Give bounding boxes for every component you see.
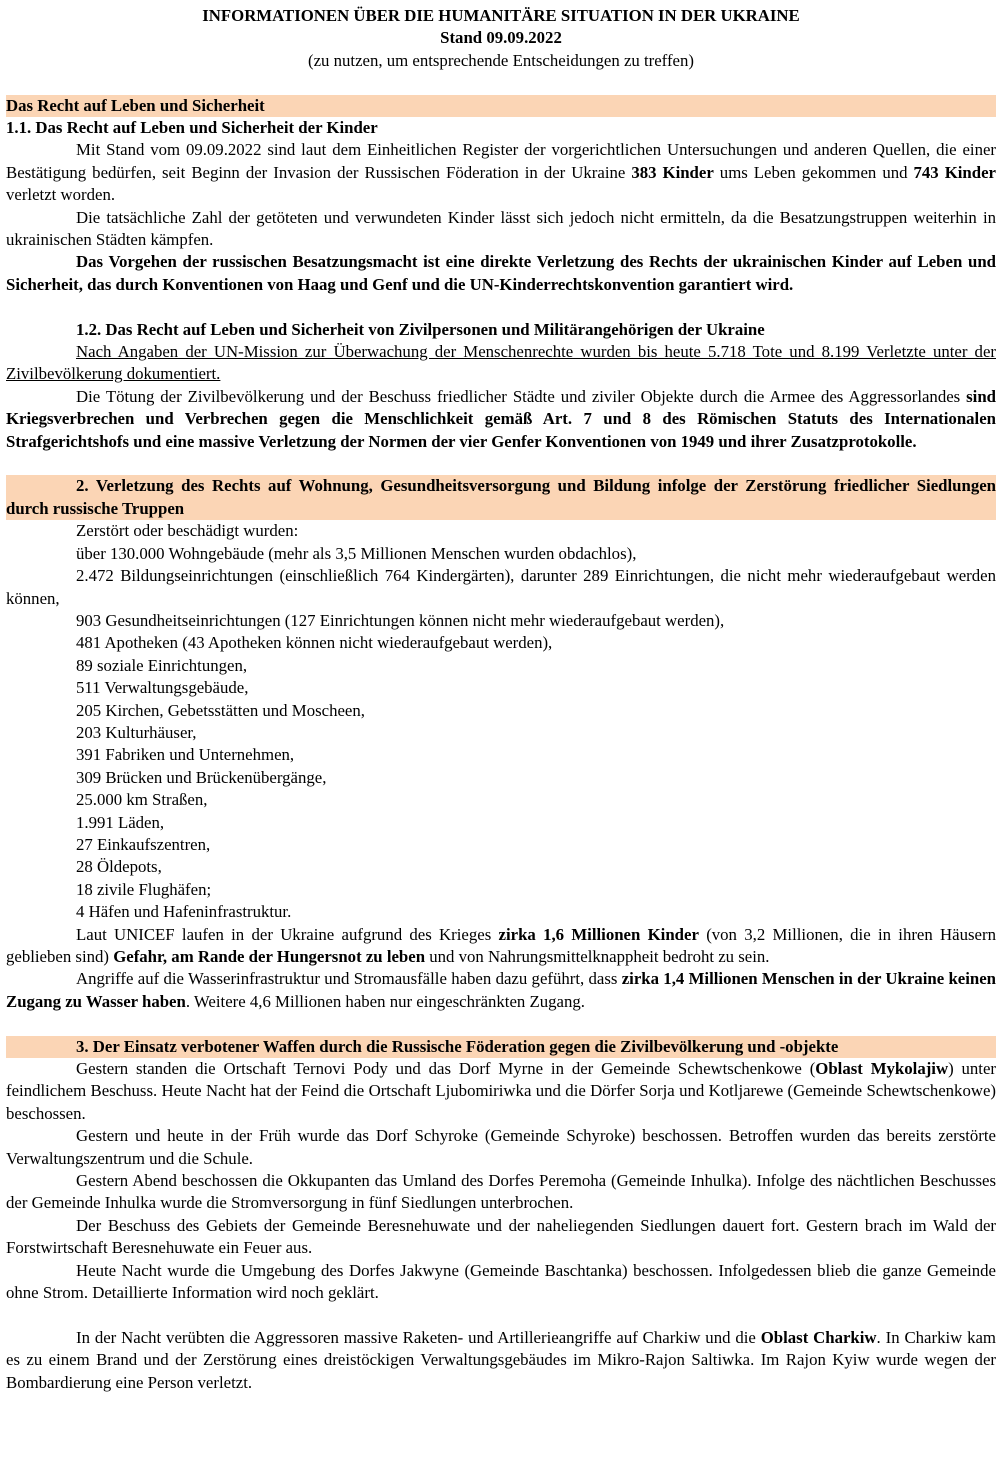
- blank-line: [6, 1013, 996, 1035]
- destroyed-item: 903 Gesundheitseinrichtungen (127 Einrichtungen können nicht mehr wiederaufgebaut werden),: [76, 610, 725, 630]
- paragraph-jakwyne: Heute Nacht wurde die Umgebung des Dorfes Jakwyne (Gemeinde Baschtanka) beschossen. Infolgedessen blieb die ganze Gemeinde ohne Strom. Detaillierte Information wird noch geklärt.: [6, 1260, 996, 1303]
- paragraph-peremoha: Gestern Abend beschossen die Okkupanten das Umland des Dorfes Peremoha (Gemeinde Inhulka). Infolge des nächtlichen Beschusses der Gemeinde Inhulka wurde die Stromversorgung in fünf Siedlungen unterbrochen.: [6, 1171, 996, 1213]
- destroyed-item: 25.000 km Straßen,: [76, 790, 208, 810]
- paragraph-war-crimes: Die Tötung der Zivilbevölkerung und der Beschuss friedlicher Städte und ziviler Objekte durch die Armee des Aggressorlandes sind Kriegsverbrechen und Verbrechen gegen die Menschlichkeit gemäß Art. 7 und 8 des Römischen Statuts des Internationalen Strafgerichtshofs und eine massive Verletzung der Normen der vier Genfer Konventionen von 1949 und ihrer Zusatzprotokolle.: [6, 386, 1001, 451]
- paragraph-violation-statement: Das Vorgehen der russischen Besatzungsmacht ist eine direkte Verletzung des Rechts der ukrainischen Kinder auf Leben und Sicherheit, das durch Konventionen von Haag und Genf und die UN-Kinderrechtskonvention garantiert wird.: [6, 252, 996, 294]
- blank-line: [6, 72, 996, 94]
- destroyed-list-intro: Zerstört oder beschädigt wurden:: [76, 521, 299, 541]
- paragraph-mykolajiw: Gestern standen die Ortschaft Ternovi Pody und das Dorf Myrne in der Gemeinde Schewtschenkowe (Oblast Mykolajiw) unter feindlichem Beschuss. Heute Nacht hat der Feind die Ortschaft Ljubomiriwka und die Dörfer Sorja und Kotljarewe (Gemeinde Schewtschenkowe) beschossen.: [6, 1059, 1001, 1123]
- destroyed-item: 18 zivile Flughäfen;: [76, 879, 212, 899]
- section-1-2-heading: 1.2. Das Recht auf Leben und Sicherheit von Zivilpersonen und Militärangehörigen der Ukraine: [76, 319, 765, 339]
- paragraph-actual-numbers: Die tatsächliche Zahl der getöteten und verwundeten Kinder lässt sich jedoch nicht ermitteln, da die Besatzungstruppen weiterhin in ukrainischen Städten kämpfen.: [6, 207, 996, 250]
- destroyed-item: 391 Fabriken und Unternehmen,: [76, 745, 295, 765]
- destroyed-item: über 130.000 Wohngebäude (mehr als 3,5 Millionen Menschen wurden obdachlos),: [76, 543, 637, 563]
- destroyed-item: 309 Brücken und Brückenübergänge,: [76, 767, 327, 787]
- blank-line: [6, 1305, 996, 1327]
- document-title: INFORMATIONEN ÜBER DIE HUMANITÄRE SITUATION IN DER UKRAINE: [202, 6, 800, 25]
- paragraph-un-mission: Nach Angaben der UN-Mission zur Überwachung der Menschenrechte wurden bis heute 5.718 Tote und 8.199 Verletzte unter der Zivilbevölkerung dokumentiert.: [6, 342, 996, 384]
- blank-line: [6, 453, 996, 475]
- destroyed-item: 511 Verwaltungsgebäude,: [76, 678, 249, 698]
- section-1-heading: Das Recht auf Leben und Sicherheit: [6, 95, 996, 117]
- destroyed-item: 2.472 Bildungseinrichtungen (einschließlich 764 Kindergärten), darunter 289 Einrichtungen, die nicht mehr wiederaufgebaut werden können,: [6, 566, 996, 608]
- paragraph-children-casualties: Mit Stand vom 09.09.2022 sind laut dem Einheitlichen Register der vorgerichtlichen Untersuchungen und anderen Quellen, die einer Bestätigung bedürfen, seit Beginn der Invasion der Russischen Föderation in der Ukraine 383 Kinder ums Leben gekommen und 743 Kinder verletzt worden.: [6, 140, 1001, 205]
- paragraph-beresnehuwate: Der Beschuss des Gebiets der Gemeinde Beresnehuwate und der naheliegenden Siedlungen dauert fort. Gestern brach im Wald der Forstwirtschaft Beresnehuwate ein Feuer aus.: [6, 1215, 996, 1258]
- document-usage-note: (zu nutzen, um entsprechende Entscheidungen zu treffen): [308, 50, 694, 70]
- destroyed-item: 27 Einkaufszentren,: [76, 834, 211, 854]
- document-date: Stand 09.09.2022: [440, 28, 562, 48]
- section-3-heading: 3. Der Einsatz verbotener Waffen durch die Russische Föderation gegen die Zivilbevölkerung und -objekte: [6, 1036, 996, 1058]
- destroyed-item: 481 Apotheken (43 Apotheken können nicht wiederaufgebaut werden),: [76, 633, 553, 653]
- blank-line: [6, 296, 996, 318]
- destroyed-item: 205 Kirchen, Gebetsstätten und Moscheen,: [76, 700, 365, 720]
- paragraph-water: Angriffe auf die Wasserinfrastruktur und Stromausfälle haben dazu geführt, dass zirka 1,4 Millionen Menschen in der Ukraine keinen Zugang zu Wasser haben. Weitere 4,6 Millionen haben nur eingeschränkten Zugang.: [6, 969, 1001, 1011]
- destroyed-item: 28 Öldepots,: [76, 857, 162, 877]
- paragraph-charkiw: In der Nacht verübten die Aggressoren massive Raketen- und Artillerieangriffe auf Charkiw und die Oblast Charkiw. In Charkiw kam es zu einem Brand und der Zerstörung eines dreistöckigen Verwaltungsgebäudes im Mikro-Rajon Saltiwka. Im Rajon Kyiw wurde wegen der Bombardierung eine Person verletzt.: [6, 1327, 1001, 1392]
- destroyed-item: 4 Häfen und Hafeninfrastruktur.: [76, 902, 292, 922]
- destroyed-item: 1.991 Läden,: [76, 812, 165, 832]
- section-1-1-heading: 1.1. Das Recht auf Leben und Sicherheit der Kinder: [6, 118, 378, 138]
- destroyed-item: 203 Kulturhäuser,: [76, 722, 197, 742]
- destroyed-item: 89 soziale Einrichtungen,: [76, 655, 248, 675]
- section-2-heading: 2. Verletzung des Rechts auf Wohnung, Gesundheitsversorgung und Bildung infolge der Zerstörung friedlicher Siedlungen durch russische Truppen: [6, 475, 996, 520]
- paragraph-schyroke: Gestern und heute in der Früh wurde das Dorf Schyroke (Gemeinde Schyroke) beschossen. Betroffen wurden das bereits zerstörte Verwaltungszentrum und die Schule.: [6, 1126, 996, 1168]
- paragraph-unicef: Laut UNICEF laufen in der Ukraine aufgrund des Krieges zirka 1,6 Millionen Kinder (von 3,2 Millionen, die in ihren Häusern geblieben sind) Gefahr, am Rande der Hungersnot zu leben und von Nahrungsmittelknappheit bedroht zu sein.: [6, 924, 1001, 967]
